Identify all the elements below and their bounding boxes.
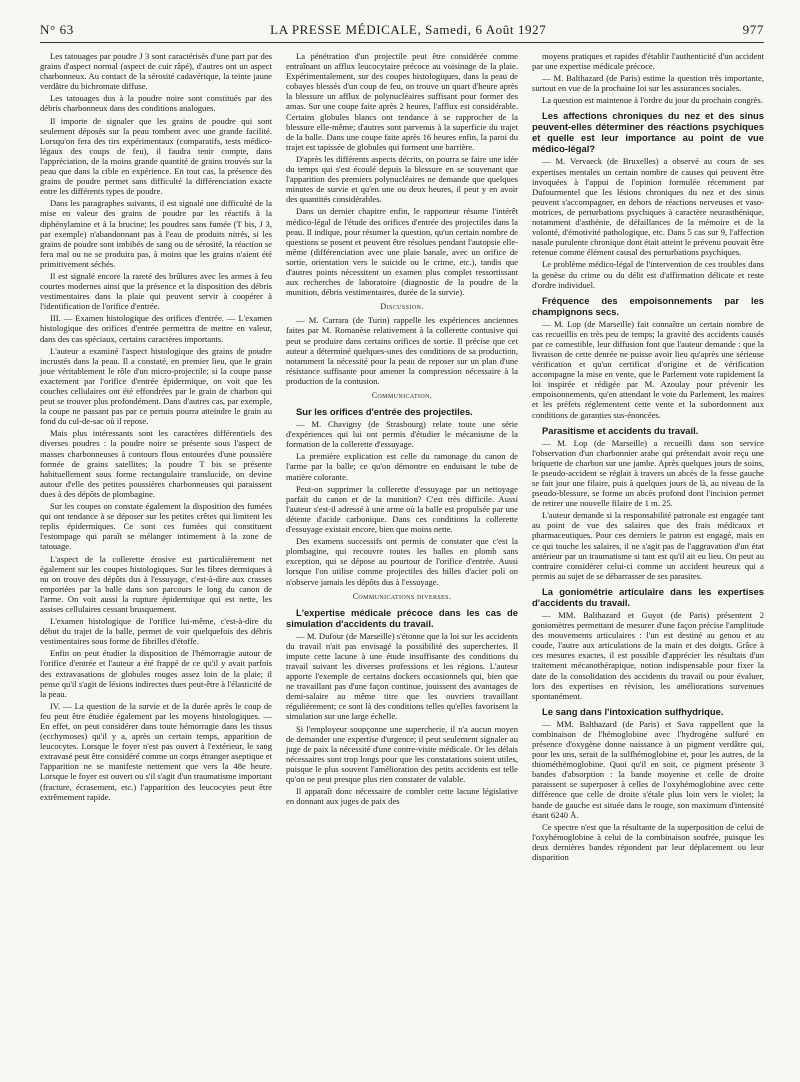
paragraph: Les tatouages dus à la poudre noire sont constitués par des débris charbonneux dans des conditions analogues.: [40, 93, 272, 114]
paragraph: La première explication est celle du ramonage du canon de l'arme par la balle; ce qu'on démontre en enduisant le tube de matière colorante.: [286, 451, 518, 482]
section-paragraph: III. — Examen histologique des orifices d'entrée. — L'examen histologique des orifices d'entrée permettra de mettre en valeur, dans des cas spéciaux, certains caractères importants.: [40, 313, 272, 344]
paragraph: Il est signalé encore la rareté des brûlures avec les armes à feu courtes modernes ainsi que la présence et la disposition des débris vestimentaires dans la plaie qui peuvent servir à coopérer à l'identification de l'orifice d'entrée.: [40, 270, 272, 312]
article-heading: Parasitisme et accidents du travail.: [542, 424, 699, 436]
paragraph: Les tatouages par poudre J 3 sont caractérisés d'une part par des grains d'aspect normal (aspect de cuir râpé), d'autres ont un aspect charbonneux. Au contact de la sérosité cadavérique, la teinte jaune verdâtre du bichromate diffuse.: [40, 51, 272, 92]
paragraph: L'aspect de la collerette érosive est particulièrement net également sur les coupes histologiques. Sur les fibres dermiques à nu on trouve des dépôts dus à l'essuyage, c'est-à-dire aux crasses emportées par la balle dans son parcours le long du canon de l'arme. On voit aussi la rupture épidermique qui est nette, les assises cellulaires cessant brusquement.: [40, 553, 272, 614]
paragraph: L'auteur a examiné l'aspect histologique des grains de poudre incrustés dans la peau. Il a constaté, en premier lieu, que le grain joue véritablement le rôle d'un micro-projectile; si la coupe passe exactement par l'orifice d'entrée épidermique, on voit que les couches cellulaires ont été effondrées par le grain de charbon qui peut se trouver plus profondément. Dans d'autres cas, par exemple, la coupe ne passant pas par ce pertuis pourra atteindre le grain au fond du cul-de-sac où il repose.: [40, 345, 272, 427]
article-heading: Sur les orifices d'entrée des projectiles.: [296, 406, 473, 418]
paragraph: D'après les différents aspects décrits, on pourra se faire une idée du temps qui s'est écoulé depuis la blessure en se souvenant que l'apparition des premiers polynucléaires ne demande que quelques minutes de survie et qu'en une ou deux heures, il peut y en avoir des quantités considérables.: [286, 153, 518, 205]
paragraph: Enfin on peut étudier la disposition de l'hémorragie autour de l'orifice d'entrée et l'auteur a été frappé de ce qu'il y avait parfois des extravasations de globules rouges assez loin de la plaie; il pense qu'il s'agit de lésions indirectes dues peut-être à l'élasticité de la peau.: [40, 648, 272, 699]
paragraph: Ce spectre n'est que la résultante de la superposition de celui de l'oxyhémoglobine à celui de la combinaison soufrée, puisque les deux dernières bandes répondent par leur déplacement ou leur disparition: [532, 821, 764, 862]
section-heading-communications-diverses: Communications diverses.: [352, 591, 452, 601]
paragraph: moyens pratiques et rapides d'établir l'authenticité d'un accident par une expertise médicale précoce.: [532, 51, 764, 72]
paragraph: La question est maintenue à l'ordre du jour du prochain congrès.: [542, 95, 763, 106]
paragraph: — M. Chavigny (de Strasbourg) relate toute une série d'expériences qui lui ont permis d'étudier le mécanisme de la formation de la collerette d'essuyage.: [286, 419, 518, 450]
column-3: [532, 51, 764, 864]
paragraph: Mais plus intéressants sont les caractères différentiels des diverses poudres : la poudre noire se présente sous l'aspect de masses charbonneuses à contours flous entourées d'une poussière formée de grains satellites; la poudre T bis se présente habituellement sous forme rectangulaire translucide, on devine autour d'elle des petites poussières charbonneuses qui paraissent dues à des dépôts de plombagine.: [40, 428, 272, 499]
paragraph: — M. Vervaeck (de Bruxelles) a observé au cours de ses expertises mentales un certain nombre de causes qui peuvent être invoquées à l'appui de l'opinion formulée récemment par Dufourmentel que les lésions chroniques du nez et des sinus peuvent s'accompagner, en dehors de réactions nerveuses et vaso-motrices, de perturbations psychiques à caractère neurasthénique, notamment d'asthénie, de défaillances de la mémoire et de la volonté, d'émotivité pathologique, etc. Dans 5 cas sur 9, l'affection nasale purulente chronique dont était atteint le prévenu pouvait être retenue comme élément causal des perturbations psychiques.: [532, 156, 764, 258]
paragraph: — M. Lop (de Marseille) a recueilli dans son service l'observation d'un charbonnier arabe qui prétendait avoir reçu une briquette de charbon sur une jambe. Après quelques jours de soins, le pseudo-accident se réglait à travers un abcès de la fesse gauche se fait jour une filaire, puis à quelques jours de là, au niveau de la pseudo-blessure, se forme un abcès profond dont l'incision permet de retirer une nouvelle filaire de 1 m. 25.: [532, 437, 764, 509]
column-2: [286, 51, 518, 864]
paragraph: Il importe de signaler que les grains de poudre qui sont seulement déposés sur la peau tombent avec une grande facilité. Lorsqu'on fera des tirs expérimentaux (comparatifs, tests médico-légaux des coups de feu), il faudra tenir compte, dans l'appréciation, de la moins grande quantité de grains trouvés sur la peau que dans la cible en expérience. En tout cas, la présence des grains de poudre permet sans difficulté la différenciation exacte entre les différents types de poudre.: [40, 115, 272, 197]
paragraph: L'examen histologique de l'orifice lui-même, c'est-à-dire du début du trajet de la balle, permet de voir quelquefois des débris vestimentaires sous forme de fibrilles d'étoffe.: [40, 616, 272, 647]
paragraph: Peut-on supprimer la collerette d'essuyage par un nettoyage parfait du canon et de la munition? C'est très difficile. Aussi l'auteur s'est-il adressé à une arme où la balle est propulsée par une détente d'acide carbonique. Dans ces conditions la collerette d'essuyage existait encore, bien que moins nette.: [286, 483, 518, 535]
issue-number: N° 63: [40, 22, 74, 37]
paragraph: — M. Carrara (de Turin) rappelle les expériences anciennes faites par M. Romanèse relativement à la collerette contusive qui peut se produire dans certains orifices de sortie. Il précise que cet auteur a déterminé quelques-unes des conditions de sa production, notamment la nécessité pour la peau de reposer sur un plan d'une résistance suffisante pour amener la compression nécessaire à la production de la contusion.: [286, 315, 518, 386]
page-number: 977: [742, 22, 764, 37]
section-paragraph: IV. — La question de la survie et de la durée après le coup de feu peut être étudiée également par les moyens histologiques. — En effet, on peut considérer dans toute hémorragie dans les tissus (ecchymoses) qu'il y a, après un certain temps, apparition de leucocytes. Lorsque le foyer n'est pas ouvert à l'extérieur, le sang extravasé peut être considéré comme un corps étranger aseptique et l'apparition ne se manifeste nettement que vers la 48e heure. Lorsque le foyer est ouvert ou s'il s'agit d'un traumatisme important (fracture, écrasement, etc.) l'apparition des leucocytes peut être extrêmement rapide.: [40, 700, 272, 802]
paragraph: L'auteur demande si la responsabilité patronale est engagée tant au point de vue des salaires que des frais médicaux et pharmaceutiques. Pour ces derniers le patron est engagé, mais en ce qui touche les salaires, il ne s'agit pas de l'aggravation d'un état antérieur par un traumatisme si tant est qu'il ait eu lieu. On peut au contraire considérer celui-ci comme un accident heureux qui a permis au sujet de se débarrasser de ses parasites.: [532, 510, 764, 581]
paragraph: Dans un dernier chapitre enfin, le rapporteur résume l'intérêt médico-légal de l'étude des orifices d'entrée des projectiles dans la peau. Il indique, pour résumer la question, qu'un certain nombre de questions se posent et peuvent être résolues pendant l'autopsie elle-même (différenciation avec une plaie banale, avec un orifice de sortie, orientation vers le suicide ou le crime, etc.), tandis que d'autres points nécessitent un examen plus complet ressortissant aux recherches de laboratoire (diagnostic de la poudre de la munition, débris vestimentaires, durée de la survie).: [286, 206, 518, 298]
paragraph: — M. Balthazard (de Paris) estime la question très importante, surtout en vue de la prochaine loi sur les assurances sociales.: [532, 73, 764, 94]
section-heading-communication: Communication.: [371, 391, 433, 400]
article-heading: La goniométrie articulaire dans les expertises d'accidents du travail.: [532, 585, 764, 608]
paragraph: Il apparaît donc nécessaire de combler cette lacune législative en donnant aux juges de paix des: [286, 786, 518, 807]
paragraph: Sur les coupes on constate également la disposition des fumées qui ont tendance à se déposer sur les petites crêtes qui limitent les replis épidermiques. Ce sont ces fumées qui constituent l'estompage qui paraît se mélanger intimement à la zone de tatouage.: [40, 501, 272, 552]
article-heading: L'expertise médicale précoce dans les cas de simulation d'accidents du travail.: [286, 606, 518, 629]
paragraph: La pénétration d'un projectile peut être considérée comme entraînant un afflux leucocytaire précoce au voisinage de la plaie. Expérimentalement, sur des coupes histologiques, dans la peau de cobayes blessés d'un coup de feu, on trouve un quart d'heure après la blessure un afflux de polynucléaires suffisant pour former des amas. Sur une coupe faite après 2 heures, l'afflux est considérable. Certains globules blancs ont tendance à se rapprocher de la blessure elle-même; d'autres sont parvenus à la superficie du trajet de la balle. Dans une coupe faite après 16 heures enfin, la paroi du trajet est tapissée de globules qui forment une barrière.: [286, 51, 518, 152]
article-heading: Les affections chroniques du nez et des sinus peuvent-elles déterminer des réactions psychiques et quelle est leur importance au point de vue médico-légal?: [532, 110, 764, 155]
section-heading-discussion: Discussion.: [380, 302, 424, 312]
paragraph: — MM. Balthazard et Guyot (de Paris) présentent 2 goniomètres permettant de mesurer d'une façon précise l'amplitude des mouvements articulaires : l'un est destiné au genou et au coude, l'autre aux articulations de la main et des doigts. Grâce à ces mesures exactes, il est possible d'apprécier les résultats d'un traitement mécanothérapique, notion indispensable pour fixer la date de la consolidation des accidents du travail ou pour évaluer, lors des expertises en révision, les améliorations survenues spontanément.: [532, 609, 764, 701]
paragraph: — M. Dufour (de Marseille) s'étonne que la loi sur les accidents du travail n'ait pas envisagé la possibilité des supercheries. Il impute cette lacune à une étude insuffisante des conditions du travail suivant les diverses professions et les régions. L'auteur apporte l'exemple de certains dockers occasionnels qui, bien que ne travaillant pas d'une façon continue, jouissent des avantages de demi-salaire au même titre que les ouvriers travaillant régulièrement; ce sont là des conditions telles qu'elles favorisent la simulation sur une large échelle.: [286, 630, 518, 722]
paragraph: Si l'employeur soupçonne une supercherie, il n'a aucun moyen de demander une expertise d'urgence; il peut seulement signaler au juge de paix la nécessité d'une contre-visite médicale. Or les délais nécessaires sont trop longs pour que les constatations soient utiles, puisque le plus souvent l'amélioration des petits accidents est telle qu'on ne peut presque plus rien constater de valable.: [286, 723, 518, 784]
paragraph: Des examens successifs ont permis de constater que c'est la plombagine, qui recouvre toutes les balles en plomb sans exception, qui se dépose au pourtour de l'orifice d'entrée. Aussi lorsque l'on utilise comme projectiles des billes d'acier poli on n'observe jamais les dépôts dus à l'essuyage.: [286, 536, 518, 587]
paragraph: Le problème médico-légal de l'intervention de ces troubles dans la genèse du crime ou du délit est d'affirmation délicate et reste d'ordre individuel.: [532, 259, 764, 290]
paragraph: — MM. Balthazard (de Paris) et Sava rappellent que la combinaison de l'hémoglobine avec l'hydrogène sulfuré en présence d'oxygène donne naissance à un pigment verdâtre qui, pour les uns, serait de la sulfhémoglobine et, pour les autres, de la thiométhémoglobine. Quoi qu'il en soit, ce pigment présente 3 bandes d'absorption : la bande moyenne et celle de droite paraissent se superposer à celles de l'oxyhémoglobine avec cette différence que celle de droite s'étale plus loin vers le violet; la bande de gauche est située dans le rouge, son maximum d'intensité étant 6240 Å.: [532, 718, 764, 820]
masthead-title: LA PRESSE MÉDICALE, Samedi, 6 Août 1927: [270, 22, 547, 37]
column-1: [40, 51, 272, 864]
page-header: [40, 22, 764, 43]
article-heading: Le sang dans l'intoxication sulfhydrique.: [542, 705, 724, 717]
article-heading: Fréquence des empoisonnements par les champignons secs.: [532, 294, 764, 317]
paragraph: Dans les paragraphes suivants, il est signalé une difficulté de la mise en valeur des grains de poudre par les réactifs à la diphénylamine et à la brucine; les poudres sans fumée (T bis, J 3, par exemple) n'abandonnant pas à l'eau de produits nitrés, si les grains de poudre sont imbibés de sang ou de sérosité, la réaction se fera mal ou ne se produira pas, à moins que les grains n'aient été primitivement séchés.: [40, 198, 272, 269]
paragraph: — M. Lop (de Marseille) fait connaître un certain nombre de cas recueillis en très peu de temps; la gravité des accidents causés par ce comestible, leur diffusion font que l'auteur demande : que la livraison de cette denrée ne puisse avoir lieu qu'après une sérieuse vérification et qu'un certificat d'origine et de vérification accompagne la mise en vente, que le Parlement vote rapidement la loi inspirée et rédigée par M. Azoulay pour prévenir les empoisonnements, qu'en attendant le vote du Parlement, les maires et les préfets réglementent cette vente et la subordonnent aux conditions de garanties sus-énoncées.: [532, 318, 764, 420]
